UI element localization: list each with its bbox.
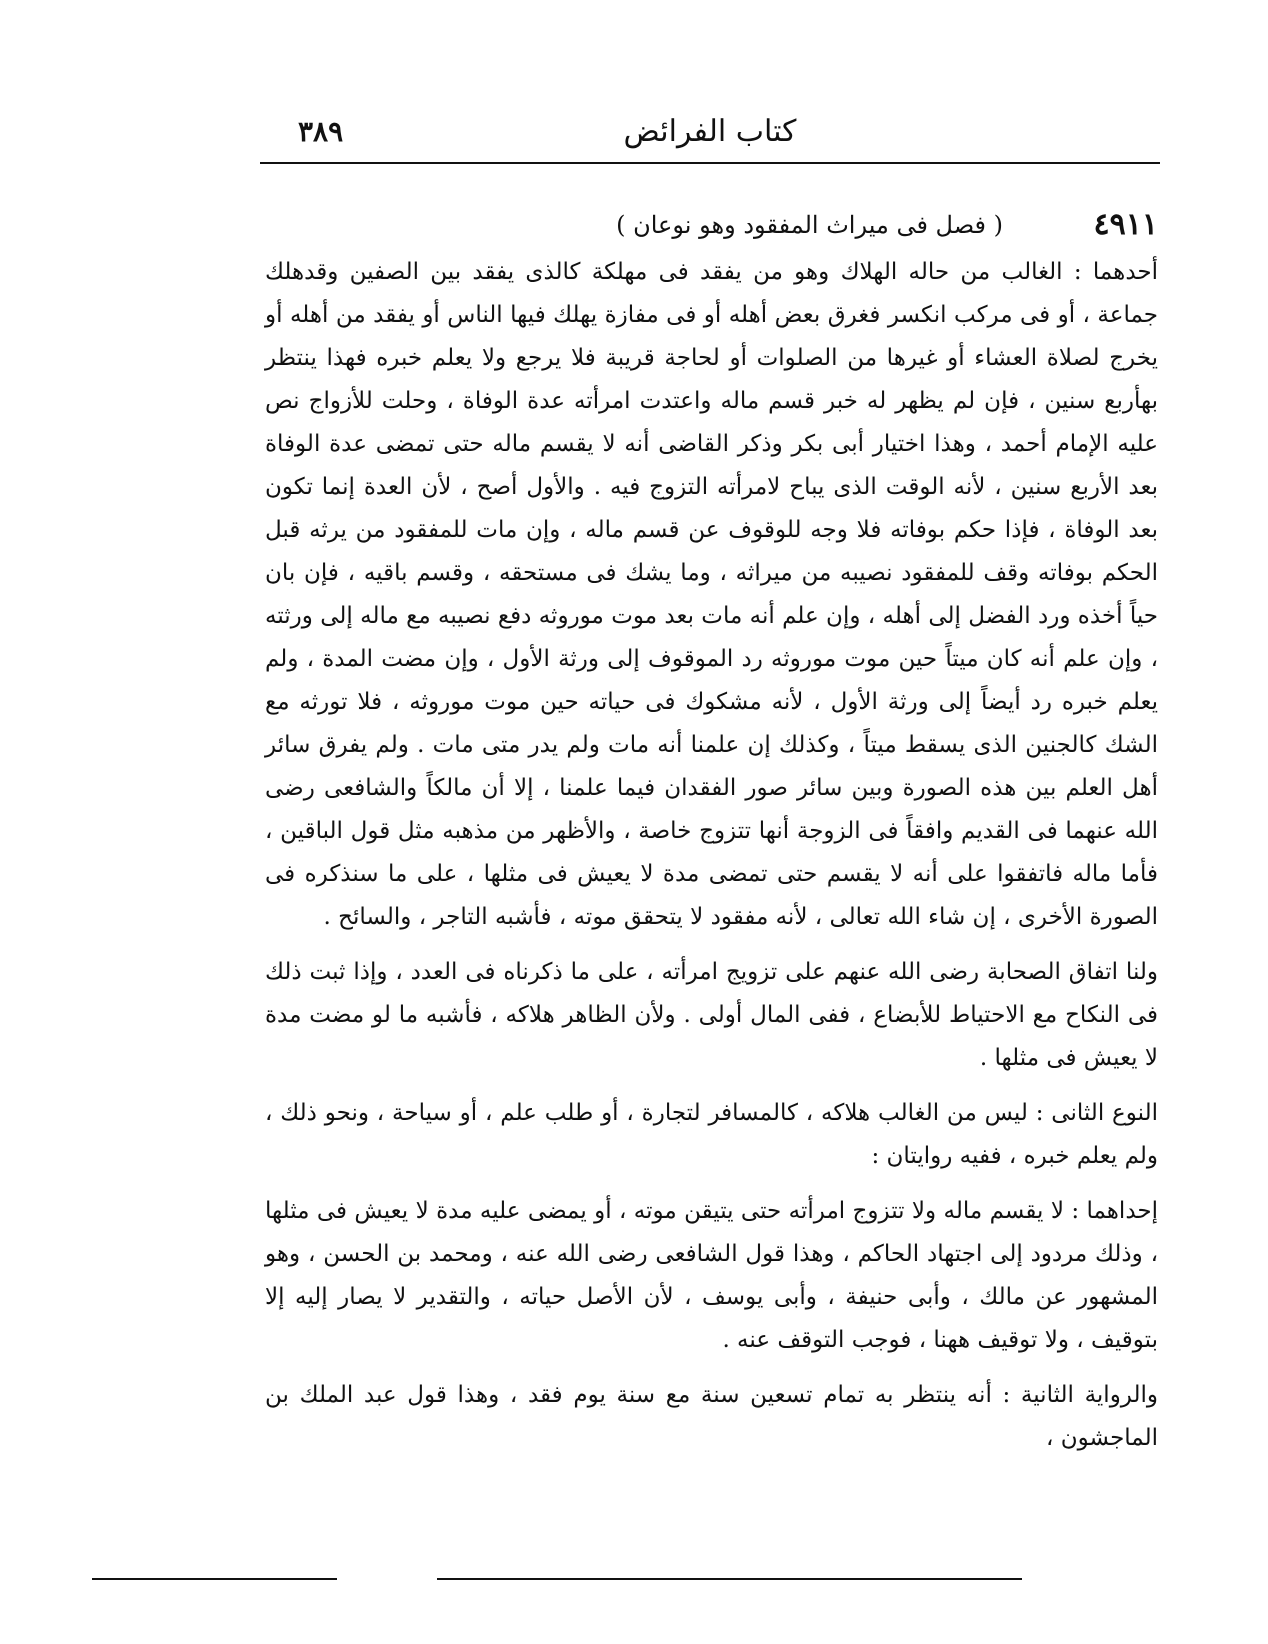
- header-rule: [260, 162, 1160, 164]
- footer-rule-left: [92, 1578, 337, 1580]
- page-body: [265, 205, 1158, 1472]
- footer-rules: [92, 1578, 1122, 1586]
- section-title: ( فصل فى ميراث المفقود وهو نوعان ): [616, 211, 1003, 239]
- paragraph-3: النوع الثانى : ليس من الغالب هلاكه ، كالمسافر لتجارة ، أو طلب علم ، أو سياحة ، ونحو ذلك ، ولم يعلم خبره ، ففيه روايتان :: [265, 1100, 1158, 1169]
- page-number: ٣٨٩: [298, 115, 344, 148]
- section-number: ٤٩١١: [1093, 207, 1158, 242]
- paragraph-4: إحداهما : لا يقسم ماله ولا تتزوج امرأته حتى يتيقن موته ، أو يمضى عليه مدة لا يعيش فى مثلها ، وذلك مردود إلى اجتهاد الحاكم ، وهذا قول الشافعى رضى الله عنه ، ومحمد بن الحسن ، وهو المشهور عن مالك ، وأبى حنيفة ، وأبى يوسف ، لأن الأصل حياته ، والتقدير لا يصار إليه إلا بتوقيف ، ولا توقيف ههنا ، فوجب التوقف عنه .: [265, 1198, 1158, 1353]
- page-header: [260, 112, 1160, 160]
- paragraph-2: ولنا اتفاق الصحابة رضى الله عنهم على تزويج امرأته ، على ما ذكرناه فى العدد ، وإذا ثبت ذلك فى النكاح مع الاحتياط للأبضاع ، ففى المال أولى . ولأن الظاهر هلاكه ، فأشبه ما لو مضت مدة لا يعيش فى مثلها .: [265, 959, 1158, 1071]
- running-title: كتاب الفرائض: [623, 114, 797, 149]
- footer-rule-right: [437, 1578, 1022, 1580]
- paragraph-5: والرواية الثانية : أنه ينتظر به تمام تسعين سنة مع سنة يوم فقد ، وهذا قول عبد الملك بن الماجشون ،: [265, 1382, 1158, 1451]
- section-heading: [265, 205, 1158, 251]
- paragraph-1: أحدهما : الغالب من حاله الهلاك وهو من يفقد فى مهلكة كالذى يفقد بين الصفين وقدهلك جماعة ، أو فى مركب انكسر فغرق بعض أهله أو فى مفازة يهلك فيها الناس أو يفقد من أهله أو يخرج لصلاة العشاء أو غيرها من الصلوات أو لحاجة قريبة فلا يرجع ولا يعلم خبره فهذا ينتظر بهأربع سنين ، فإن لم يظهر له خبر قسم ماله واعتدت امرأته عدة الوفاة ، وحلت للأزواج نص عليه الإمام أحمد ، وهذا اختيار أبى بكر وذكر القاضى أنه لا يقسم ماله حتى تمضى عدة الوفاة بعد الأربع سنين ، لأنه الوقت الذى يباح لامرأته التزوج فيه . والأول أصح ، لأن العدة إنما تكون بعد الوفاة ، فإذا حكم بوفاته فلا وجه للوقوف عن قسم ماله ، وإن مات للمفقود من يرثه قبل الحكم بوفاته وقف للمفقود نصيبه من ميراثه ، وما يشك فى مستحقه ، وقسم باقيه ، فإن بان حياً أخذه ورد الفضل إلى أهله ، وإن علم أنه مات بعد موت موروثه دفع نصيبه مع ماله إلى ورثته ، وإن علم أنه كان ميتاً حين موت موروثه رد الموقوف إلى ورثة الأول ، وإن مضت المدة ، ولم يعلم خبره رد أيضاً إلى ورثة الأول ، لأنه مشكوك فى حياته حين موت موروثه ، فلا تورثه مع الشك كالجنين الذى يسقط ميتاً ، وكذلك إن علمنا أنه مات ولم يدر متى مات . ولم يفرق سائر أهل العلم بين هذه الصورة وبين سائر صور الفقدان فيما علمنا ، إلا أن مالكاً والشافعى رضى الله عنهما فى القديم وافقاً فى الزوجة أنها تتزوج خاصة ، والأظهر من مذهبه مثل قول الباقين ، فأما ماله فاتفقوا على أنه لا يقسم حتى تمضى مدة لا يعيش فى مثلها ، على ما سنذكره فى الصورة الأخرى ، إن شاء الله تعالى ، لأنه مفقود لا يتحقق موته ، فأشبه التاجر ، والسائح .: [265, 259, 1158, 930]
